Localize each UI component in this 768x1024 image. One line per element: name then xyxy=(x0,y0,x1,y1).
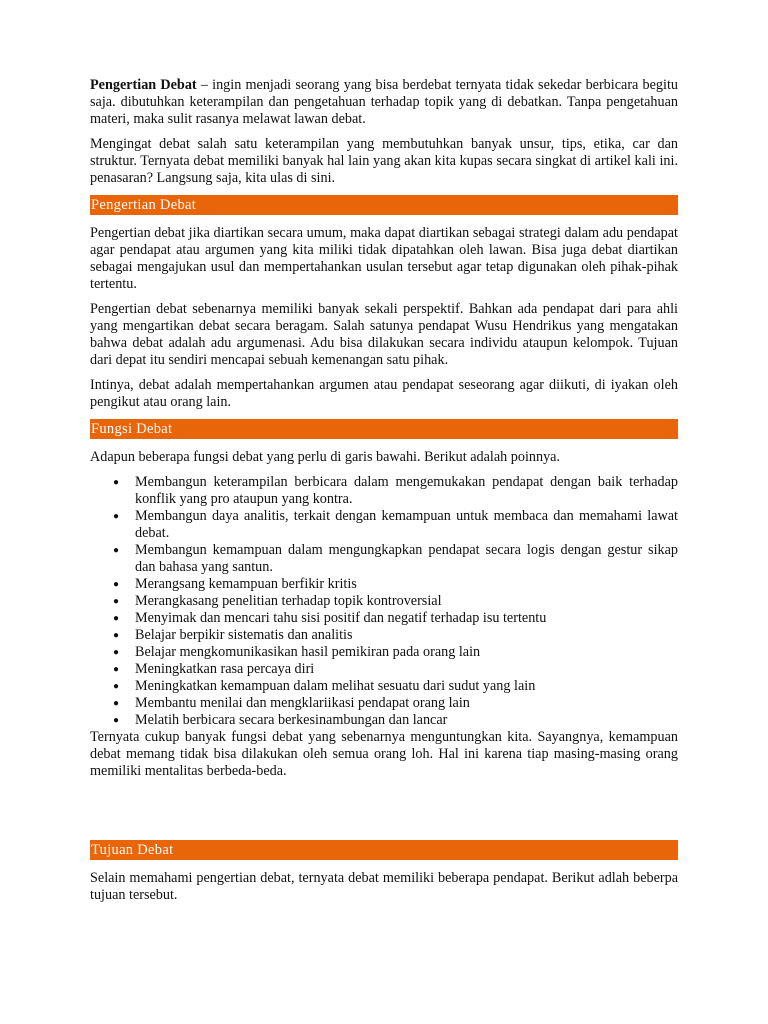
spacer xyxy=(90,788,678,840)
bullet-icon: ● xyxy=(113,647,120,658)
list-item xyxy=(90,678,678,695)
list-item xyxy=(90,610,678,627)
bullet-icon: ● xyxy=(113,715,120,726)
bullet-icon: ● xyxy=(113,613,120,624)
list-item xyxy=(90,712,678,729)
list-item-text: Menyimak dan mencari tahu sisi positif dan negatif terhadap isu tertentu xyxy=(135,610,547,626)
intro-paragraph xyxy=(90,77,678,128)
list-item-text: Membantu menilai dan mengklariikasi pendapat orang lain xyxy=(135,695,470,711)
tujuan-paragraph: Selain memahami pengertian debat, ternyata debat memiliki beberapa pendapat. Berikut adlah beberpa tujuan tersebut. xyxy=(90,870,678,903)
section-heading-fungsi: Fungsi Debat xyxy=(90,419,678,439)
list-item-text: Meningkatkan kemampuan dalam melihat sesuatu dari sudut yang lain xyxy=(135,678,536,694)
section-heading-pengertian: Pengertian Debat xyxy=(90,195,678,215)
intro-text: – ingin menjadi seorang yang bisa berdebat ternyata tidak sekedar berbicara begitu saja. dibutuhkan keterampilan dan pengetahuan terhadap topik yang di debatkan. Tanpa pengetahuan materi, maka sulit rasanya melawat lawan debat. xyxy=(90,77,678,127)
list-item-text: Membangun kemampuan dalam mengungkapkan pendapat secara logis dengan gestur sikap dan bahasa yang santun. xyxy=(135,542,678,575)
list-item xyxy=(90,644,678,661)
list-item xyxy=(90,593,678,610)
list-item-text: Membangun keterampilan berbicara dalam mengemukakan pendapat dengan baik terhadap konflik yang pro ataupun yang kontra. xyxy=(135,474,678,507)
bullet-icon: ● xyxy=(113,681,120,692)
section-heading-tujuan: Tujuan Debat xyxy=(90,840,678,860)
bullet-icon: ● xyxy=(113,698,120,709)
bullet-icon: ● xyxy=(113,545,120,556)
bullet-icon: ● xyxy=(113,664,120,675)
list-item-text: Melatih berbicara secara berkesinambungan dan lancar xyxy=(135,712,448,728)
list-item xyxy=(90,508,678,542)
list-item-text: Merangsang kemampuan berfikir kritis xyxy=(135,576,357,592)
pengertian-paragraph-2: Pengertian debat sebenarnya memiliki banyak sekali perspektif. Bahkan ada pendapat dari para ahli yang mengartikan debat secara beragam. Salah satunya pendapat Wusu Hendrikus yang mengatakan bahwa debat adalah adu argumenasi. Adu bisa dilakukan secara individu ataupun kelompok. Tujuan dari depat itu sendiri mencapai sebuah kemenangan satu pihak. xyxy=(90,301,678,368)
list-item xyxy=(90,542,678,576)
list-item xyxy=(90,695,678,712)
fungsi-intro: Adapun beberapa fungsi debat yang perlu di garis bawahi. Berikut adalah poinnya. xyxy=(90,449,561,465)
intro-paragraph-2: Mengingat debat salah satu keterampilan yang membutuhkan banyak unsur, tips, etika, car dan struktur. Ternyata debat memiliki banyak hal lain yang akan kita kupas secara singkat di artikel kali ini. penasaran? Langsung saja, kita ulas di sini. xyxy=(90,136,678,186)
fungsi-closing: Ternyata cukup banyak fungsi debat yang sebenarnya menguntungkan kita. Sayangnya, kemampuan debat memang tidak bisa dilakukan oleh semua orang loh. Hal ini karena tiap masing-masing orang memiliki mentalitas berbeda-beda. xyxy=(90,729,678,779)
bullet-icon: ● xyxy=(113,579,120,590)
list-item-text: Membangun daya analitis, terkait dengan kemampuan untuk membaca dan memahami lawat debat. xyxy=(135,508,678,541)
bullet-icon: ● xyxy=(113,477,120,488)
pengertian-paragraph-1: Pengertian debat jika diartikan secara umum, maka dapat diartikan sebagai strategi dalam adu pendapat agar pendapat atau argumen yang kita miliki tidak dipatahkan oleh lawan. Bisa juga debat diartikan sebagai mengajukan usul dan mempertahankan usulan tersebut agar tetap digunakan oleh pihak-pihak tertentu. xyxy=(90,225,678,292)
list-item xyxy=(90,576,678,593)
list-item-text: Merangkasang penelitian terhadap topik kontroversial xyxy=(135,593,442,609)
list-item xyxy=(90,661,678,678)
list-item-text: Belajar mengkomunikasikan hasil pemikiran pada orang lain xyxy=(135,644,481,660)
bullet-icon: ● xyxy=(113,596,120,607)
bullet-icon: ● xyxy=(113,511,120,522)
fungsi-bullet-list xyxy=(90,474,678,729)
list-item xyxy=(90,474,678,508)
intro-term: Pengertian Debat xyxy=(90,77,197,93)
bullet-icon: ● xyxy=(113,630,120,641)
list-item-text: Belajar berpikir sistematis dan analitis xyxy=(135,627,353,643)
list-item-text: Meningkatkan rasa percaya diri xyxy=(135,661,315,677)
list-item xyxy=(90,627,678,644)
pengertian-paragraph-3: Intinya, debat adalah mempertahankan argumen atau pendapat seseorang agar diikuti, di iyakan oleh pengikut atau orang lain. xyxy=(90,377,678,410)
document-content xyxy=(90,77,678,912)
